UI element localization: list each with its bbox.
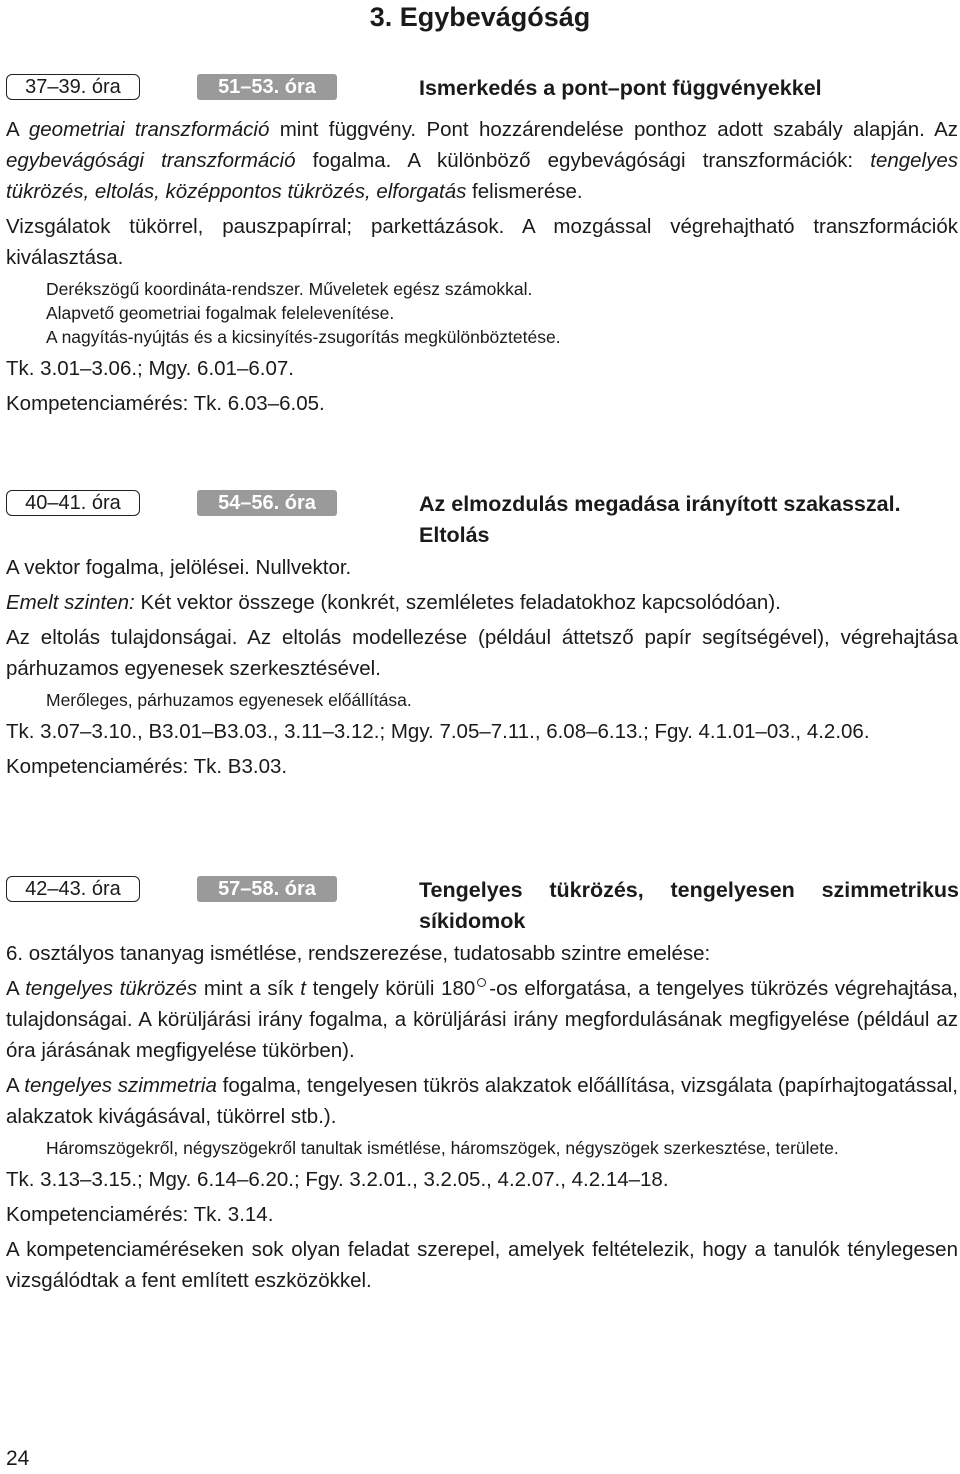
section-40-41 [6, 490, 958, 782]
hours-badge-outline: 40–41. óra [6, 490, 140, 516]
competence-line: Kompetenciamérés: Tk. 6.03–6.05. [6, 392, 325, 415]
italic-term: tengelyes szimmetria [24, 1074, 217, 1097]
text: A [6, 977, 26, 1000]
paragraph: 6. osztályos tananyag ismétlése, rendszerezése, tudatosabb szintre emelése: [6, 942, 711, 965]
references: Tk. 3.07–3.10., B3.01–B3.03., 3.11–3.12.; Mgy. 7.05–7.11., 6.08–6.13.; Fgy. 4.1.01–03., 4.2.06. [6, 720, 870, 743]
italic-term: egybevágósági transzformáció [6, 149, 296, 172]
section-title [419, 489, 959, 551]
section-header [6, 74, 958, 108]
section-42-43 [6, 876, 958, 1296]
text: fogalma, tengelyesen tükrös alakzatok előállítása, vizsgálata (papírhajtogatással, alakzatok kivágásával, tükörrel stb.). [6, 1074, 958, 1128]
text: Két vektor összege (konkrét, szemléletes feladatokhoz kapcsolódóan). [134, 591, 781, 614]
paragraph: A vektor fogalma, jelölései. Nullvektor. [6, 556, 352, 579]
hours-badge-filled: 54–56. óra [197, 490, 337, 516]
paragraph [6, 587, 958, 618]
chapter-title: 3. Egybevágóság [369, 2, 591, 32]
italic-term: tengelyes tükrözés [25, 977, 198, 1000]
paragraph: Vizsgálatok tükörrel, pauszpapírral; parkettázások. A mozgással végrehajtható transzformációk kiválasztása. [6, 215, 958, 269]
italic-term: t [300, 977, 306, 1000]
prerequisite-line: Merőleges, párhuzamos egyenesek előállítása. [46, 690, 412, 710]
competence-line: Kompetenciamérés: Tk. 3.14. [6, 1203, 274, 1226]
hours-badge-outline: 37–39. óra [6, 74, 140, 100]
section-title-line: Az elmozdulás megadása irányított szakasszal. [419, 492, 901, 516]
references: Tk. 3.01–3.06.; Mgy. 6.01–6.07. [6, 357, 294, 380]
prerequisite-line: Alapvető geometriai fogalmak felelevenítése. [46, 303, 395, 323]
hours-badge-filled: 51–53. óra [197, 74, 337, 100]
paragraph: Az eltolás tulajdonságai. Az eltolás modellezése (például áttetsző papír segítségével), végrehajtása párhuzamos egyenesek szerkesztésével. [6, 626, 958, 680]
text: mint függvény. Pont hozzárendelése ponthoz adott szabály alapján. Az [269, 118, 958, 141]
section-title: Ismerkedés a pont–pont függvényekkel [419, 76, 822, 100]
section-title: Tengelyes tükrözés, tengelyesen szimmetrikus síkidomok [419, 878, 959, 933]
references: Tk. 3.13–3.15.; Mgy. 6.14–6.20.; Fgy. 3.2.01., 3.2.05., 4.2.07., 4.2.14–18. [6, 1168, 669, 1191]
italic-term: Emelt szinten: [6, 591, 135, 614]
prerequisite-line: Háromszögekről, négyszögekről tanultak ismétlése, háromszögek, négyszögek szerkesztése, területe. [46, 1138, 839, 1158]
section-37-39 [6, 74, 958, 419]
prerequisite-line: A nagyítás-nyújtás és a kicsinyítés-zsugorítás megkülönböztetése. [46, 327, 561, 347]
competence-line: Kompetenciamérés: Tk. B3.03. [6, 755, 288, 778]
section-header [6, 490, 958, 552]
paragraph [6, 114, 958, 207]
text: felismerése. [466, 180, 583, 203]
section-title-line: Eltolás [419, 523, 490, 547]
text: mint a sík [197, 977, 301, 1000]
hours-badge-filled: 57–58. óra [197, 876, 337, 902]
paragraph [6, 973, 958, 1066]
closing-paragraph: A kompetenciaméréseken sok olyan feladat szerepel, amelyek feltételezik, hogy a tanulók ténylegesen vizsgálódtak a fent említett eszközökkel. [6, 1238, 958, 1292]
paragraph [6, 1070, 958, 1132]
text: tengely körüli 180 [305, 977, 476, 1000]
page-number: 24 [6, 1447, 30, 1470]
italic-term: tengelyes tükrözés, eltolás, középpontos tükrözés, elforgatás [6, 149, 959, 203]
text: -os elforgatása, a tengelyes tükrözés végrehajtása, tulajdonságai. A körüljárási irány fogalma, a körüljárási irány megfordulásának megfigyelése (például az óra járásának megfigyelése tükörben). [6, 977, 958, 1062]
text: fogalma. A különböző egybevágósági transzformációk: [295, 149, 871, 172]
italic-term: geometriai transzformáció [28, 118, 270, 141]
section-header [6, 876, 958, 938]
prerequisite-line: Derékszögű koordináta-rendszer. Műveletek egész számokkal. [46, 279, 533, 299]
text: A [6, 118, 29, 141]
text: A [6, 1074, 25, 1097]
hours-badge-outline: 42–43. óra [6, 876, 140, 902]
